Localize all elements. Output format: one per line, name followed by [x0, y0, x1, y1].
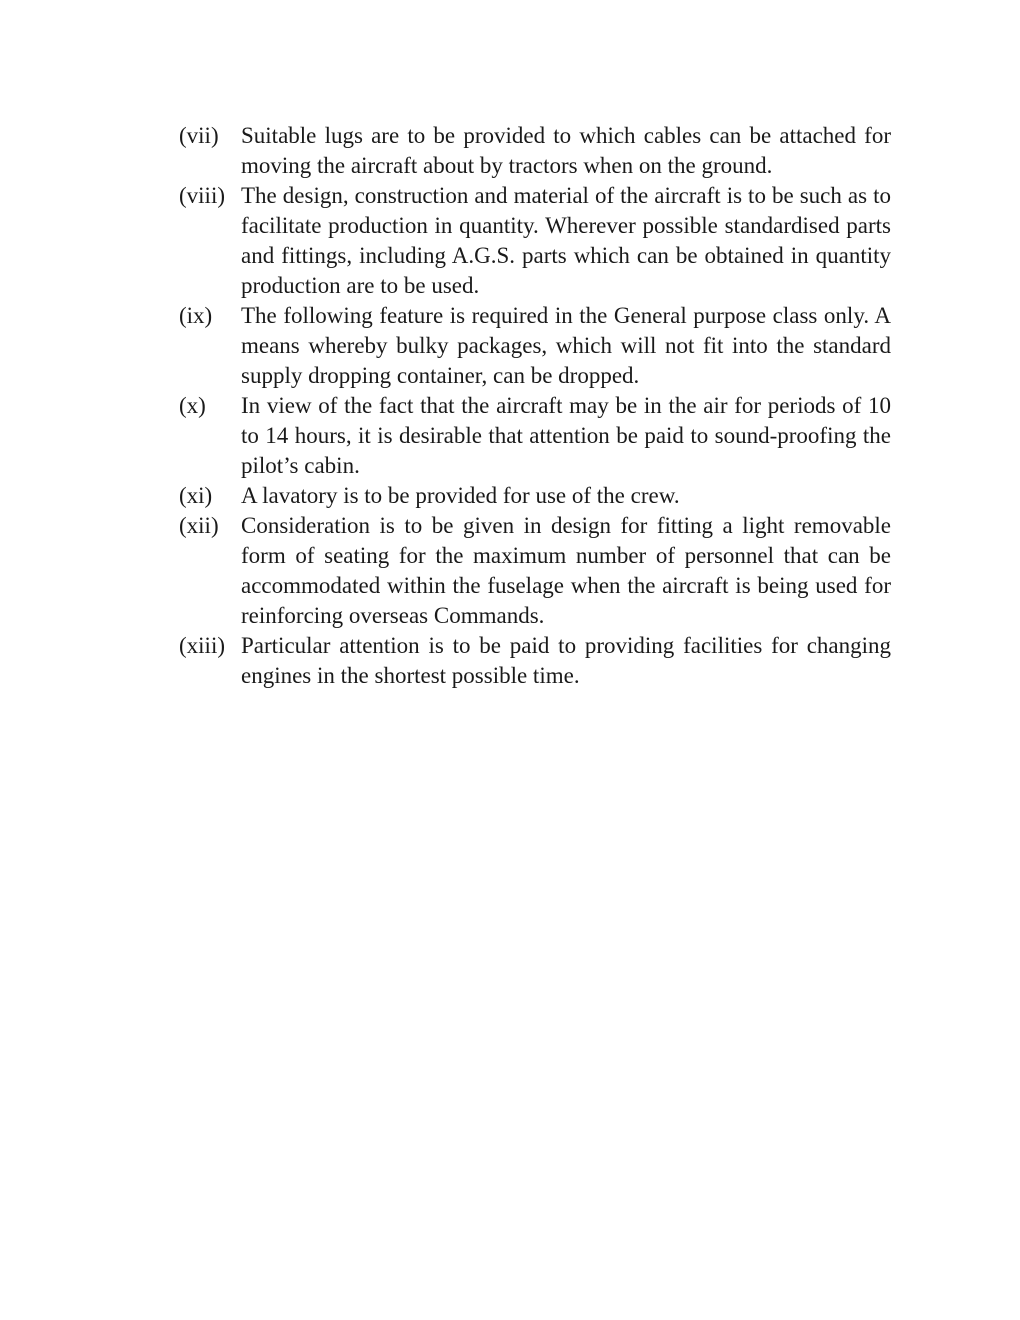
requirements-list — [179, 121, 891, 691]
list-item — [179, 181, 891, 301]
list-item — [179, 121, 891, 181]
list-item — [179, 391, 891, 481]
item-number: (xi) — [179, 483, 213, 508]
list-item — [179, 481, 891, 511]
item-text: A lavatory is to be provided for use of the crew. — [241, 483, 680, 508]
item-text: Consideration is to be given in design for fitting a light removable form of seating for the maximum number of personnel that can be accommodated within the fuselage when the aircraft is being used for reinforcing overseas Commands. — [241, 513, 891, 628]
item-number: (xii) — [179, 513, 219, 538]
item-number: (ix) — [179, 303, 213, 328]
item-number: (vii) — [179, 123, 219, 148]
item-text: The design, construction and material of the aircraft is to be such as to facilitate production in quantity. Wherever possible standardised parts and fittings, including A.G.S. parts which can be obtained in quantity production are to be used. — [241, 183, 891, 298]
list-item — [179, 631, 891, 691]
item-text: Suitable lugs are to be provided to which cables can be attached for moving the aircraft about by tractors when on the ground. — [241, 123, 891, 178]
list-item — [179, 301, 891, 391]
item-text: In view of the fact that the aircraft may be in the air for periods of 10 to 14 hours, it is desirable that attention be paid to sound-proofing the pilot’s cabin. — [241, 393, 891, 478]
item-number: (viii) — [179, 183, 225, 208]
item-text: Particular attention is to be paid to providing facilities for changing engines in the shortest possible time. — [241, 633, 891, 688]
item-number: (x) — [179, 393, 206, 418]
item-text: The following feature is required in the General purpose class only. A means whereby bulky packages, which will not fit into the standard supply dropping container, can be dropped. — [241, 303, 891, 388]
item-number: (xiii) — [179, 633, 225, 658]
list-item — [179, 511, 891, 631]
